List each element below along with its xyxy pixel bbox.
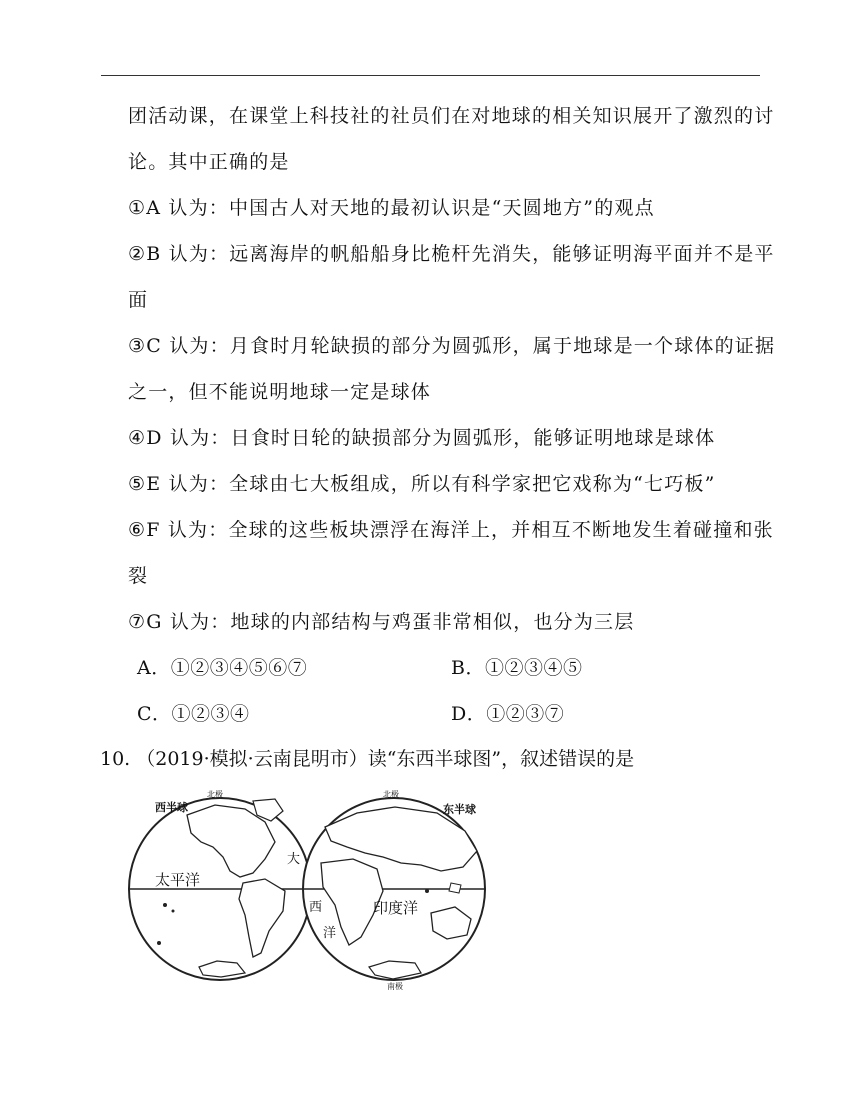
header-rule [101, 75, 760, 76]
pacific-ocean-label: 太平洋 [155, 871, 201, 889]
option-a[interactable]: A．①②③④⑤⑥⑦ [137, 657, 308, 679]
text-line-2: 论。其中正确的是 [128, 151, 290, 173]
south-pole-label: 南极 [387, 982, 403, 991]
statement-b-cont: 面 [128, 289, 149, 311]
statement-g: ⑦G 认为：地球的内部结构与鸡蛋非常相似，也分为三层 [128, 611, 635, 633]
statement-f-cont: 裂 [128, 565, 149, 587]
west-hemisphere-label: 西半球 [155, 801, 188, 814]
statement-e: ⑤E 认为：全球由七大板组成，所以有科学家把它戏称为“七巧板” [128, 473, 716, 495]
north-pole-west-label: 北极 [207, 790, 223, 799]
east-hemisphere-label: 东半球 [443, 803, 476, 816]
atlantic-yang-label: 洋 [323, 926, 337, 941]
indian-ocean-label: 印度洋 [373, 899, 419, 917]
statement-b: ②B 认为：远离海岸的帆船船身比桅杆先消失，能够证明海平面并不是平 [128, 243, 775, 265]
statement-c-cont: 之一，但不能说明地球一定是球体 [128, 381, 432, 403]
option-d[interactable]: D．①②③⑦ [451, 703, 565, 725]
statement-c: ③C 认为：月食时月轮缺损的部分为圆弧形，属于地球是一个球体的证据 [128, 335, 776, 357]
western-hemisphere [129, 798, 311, 980]
statement-d: ④D 认为：日食时日轮的缺损部分为圆弧形，能够证明地球是球体 [128, 427, 716, 449]
text-line-1: 团活动课，在课堂上科技社的社员们在对地球的相关知识展开了激烈的讨 [128, 105, 775, 127]
atlantic-da-label: 大 [287, 852, 301, 867]
eastern-hemisphere [303, 798, 485, 980]
option-c[interactable]: C．①②③④ [137, 703, 250, 725]
atlantic-xi-label: 西 [309, 900, 323, 915]
statement-f: ⑥F 认为：全球的这些板块漂浮在海洋上，并相互不断地发生着碰撞和张 [128, 519, 774, 541]
question-10-stem: 10. （2019·模拟·云南昆明市）读“东西半球图”，叙述错误的是 [100, 748, 635, 770]
statement-a: ①A 认为：中国古人对天地的最初认识是“天圆地方”的观点 [128, 197, 655, 219]
hemisphere-map [125, 787, 490, 992]
north-pole-east-label: 北极 [383, 790, 399, 799]
option-b[interactable]: B．①②③④⑤ [451, 657, 583, 679]
